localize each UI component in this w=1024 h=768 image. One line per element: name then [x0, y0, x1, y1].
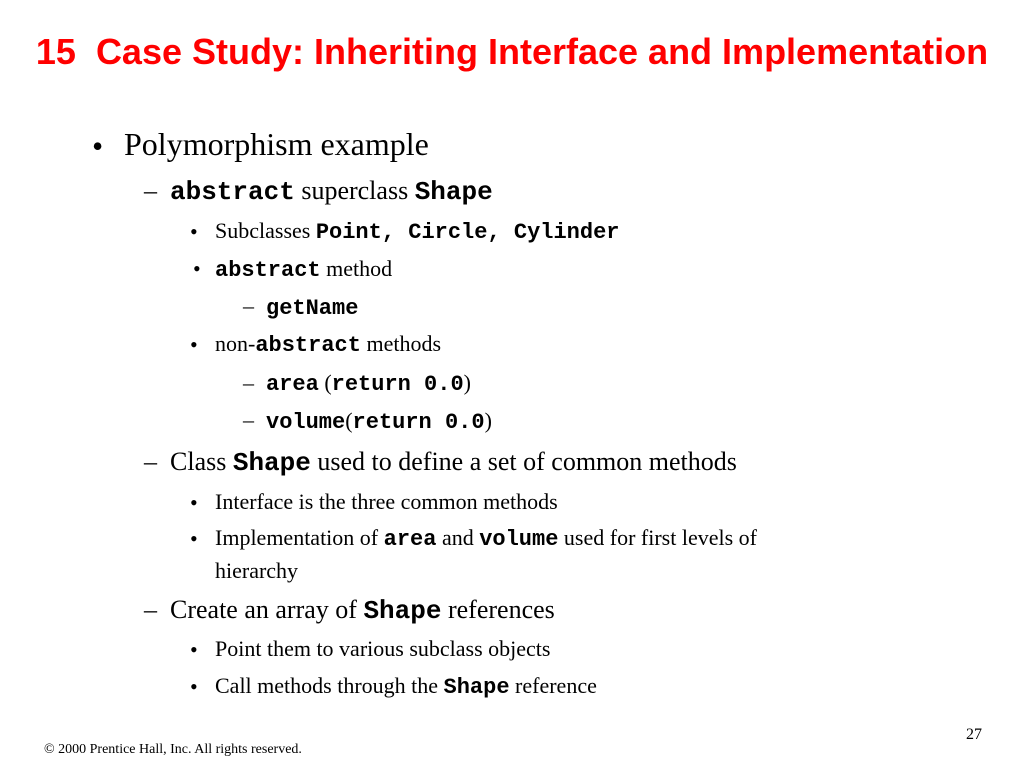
bullet-marker: •	[190, 219, 198, 244]
bullet-non-abstract-methods: non-abstract methods	[215, 331, 442, 358]
bullet-marker: •	[190, 526, 198, 551]
dash-marker: –	[243, 293, 254, 318]
copyright-footer: © 2000 Prentice Hall, Inc. All rights reserved.	[44, 742, 302, 757]
bullet-marker: •	[190, 637, 198, 662]
bullet-getname: getName	[266, 296, 359, 321]
title-number: 15	[35, 31, 76, 72]
bullet-polymorphism: Polymorphism example	[124, 126, 429, 162]
bullet-call-methods: Call methods through the Shape reference	[215, 673, 597, 700]
bullet-implementation-continued: hierarchy	[215, 558, 299, 583]
bullet-abstract-superclass: abstract superclass Shape	[170, 176, 493, 207]
dash-marker: –	[144, 176, 157, 205]
bullet-area: area (return 0.0)	[266, 370, 471, 397]
bullet-create-array: Create an array of Shape references	[170, 595, 555, 626]
slide-title	[0, 28, 1024, 75]
bullet-interface: Interface is the three common methods	[215, 489, 558, 514]
bullet-marker: •	[190, 674, 198, 699]
dash-marker: –	[243, 407, 254, 432]
bullet-marker: •	[193, 256, 201, 281]
dash-marker: –	[144, 447, 157, 476]
title-text: Case Study: Inheriting Interface and Implementation	[95, 31, 989, 72]
page-number: 27	[966, 726, 982, 743]
bullet-subclasses: Subclasses Point, Circle, Cylinder	[215, 218, 620, 245]
bullet-abstract-method: abstract method	[215, 256, 393, 283]
dash-marker: –	[144, 595, 157, 624]
bullet-marker: •	[92, 128, 104, 164]
bullet-marker: •	[190, 332, 198, 357]
bullet-implementation: Implementation of area and volume used for first levels of	[215, 525, 757, 552]
bullet-class-shape: Class Shape used to define a set of common methods	[170, 447, 737, 478]
dash-marker: –	[243, 370, 254, 395]
bullet-point-them: Point them to various subclass objects	[215, 636, 551, 661]
bullet-marker: •	[190, 490, 198, 515]
bullet-volume: volume(return 0.0)	[266, 408, 492, 435]
